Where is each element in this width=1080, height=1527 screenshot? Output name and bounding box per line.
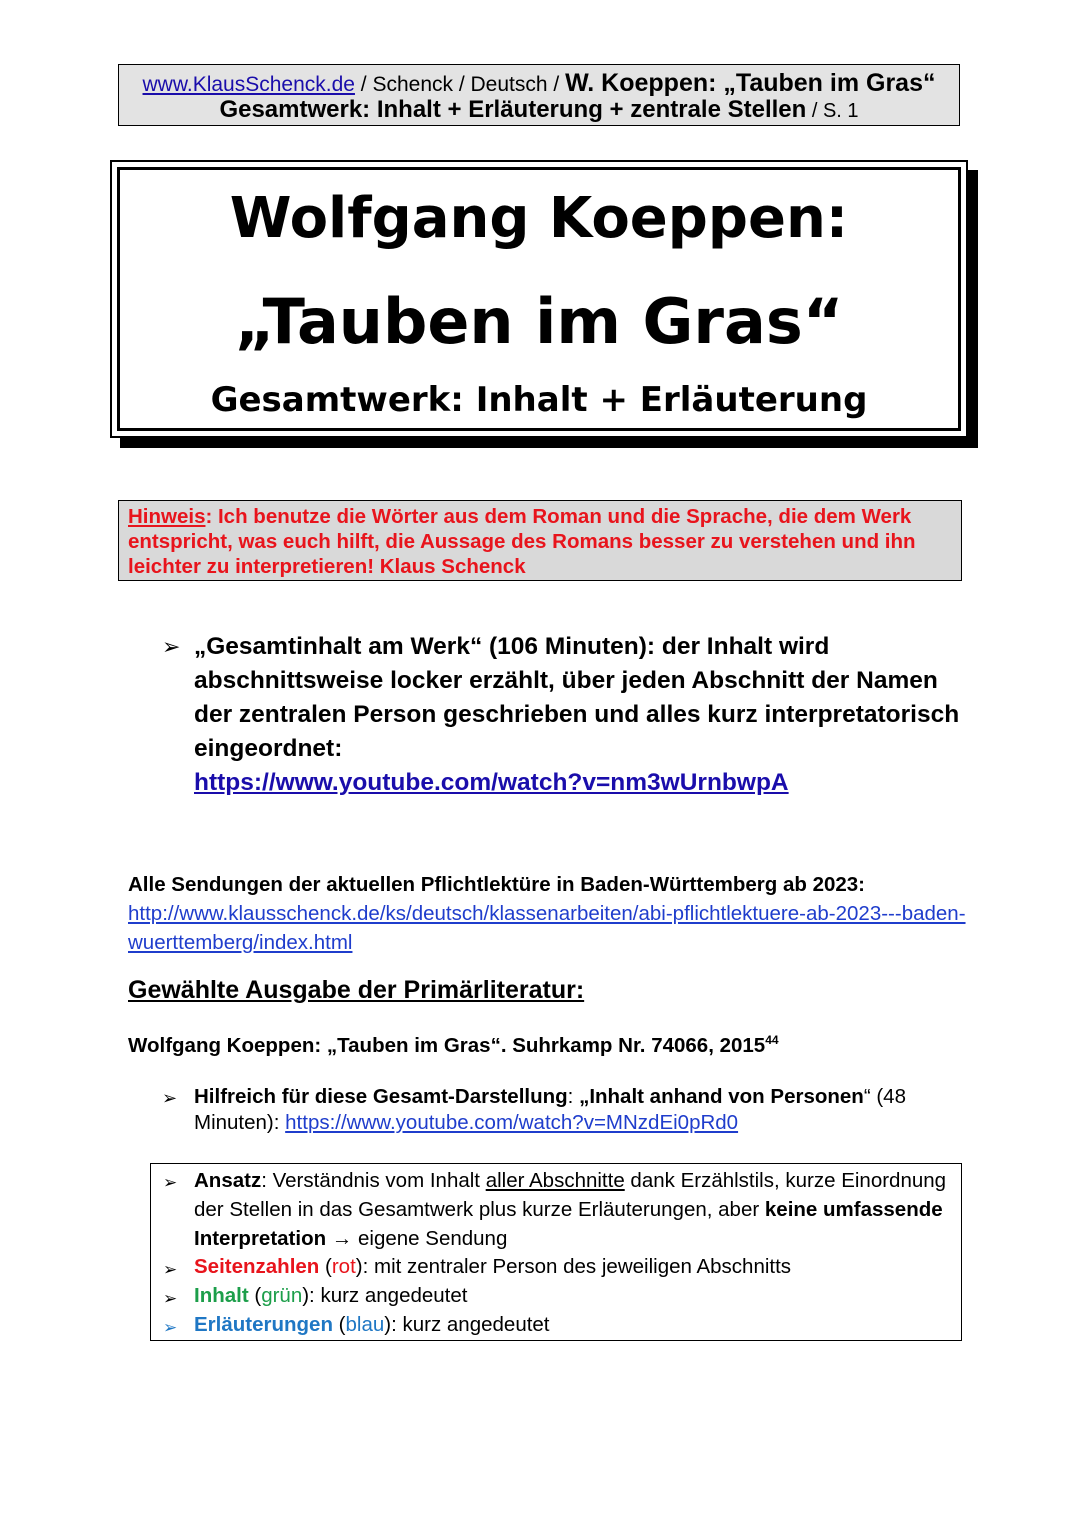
arrowhead-bullet-icon: ➢ — [163, 1318, 178, 1338]
sendungen-section — [128, 870, 988, 957]
title-author: Wolfgang Koeppen: — [229, 186, 849, 251]
erlaeuterungen-rest: ): kurz angedeutet — [384, 1313, 550, 1336]
approach-box — [150, 1163, 962, 1341]
note-label: Hinweis — [128, 505, 206, 528]
page-number: / S. 1 — [806, 100, 859, 122]
arrowhead-bullet-icon: ➢ — [163, 1289, 178, 1309]
video-bullet — [194, 630, 974, 800]
ansatz-text-2: dank Erzählstils, kurze Einordnung der Stellen in das Gesamtwerk plus kurze Erläuterungen, aber — [194, 1169, 947, 1221]
approach-item-seitenzahlen — [194, 1252, 954, 1281]
site-link[interactable]: www.KlausSchenck.de — [142, 73, 355, 96]
helpful-colon: : — [567, 1085, 580, 1108]
ansatz-text-3: → eigene Sendung — [326, 1227, 508, 1250]
seitenzahlen-color-word: rot — [331, 1255, 356, 1278]
arrowhead-bullet-icon: ➢ — [162, 635, 181, 660]
author-initial: W. — [565, 69, 595, 97]
approach-item-erlaeuterungen — [194, 1310, 954, 1339]
helpful-rest: “ (48 Minuten): — [194, 1085, 906, 1134]
ausgabe-edition-superscript: 44 — [765, 1033, 779, 1047]
ansatz-label: Ansatz — [194, 1169, 262, 1192]
header-line-2 — [119, 96, 959, 125]
helpful-label: Hilfreich für diese Gesamt-Darstellung — [194, 1085, 568, 1108]
inhalt-color-word: grün — [261, 1284, 303, 1307]
video-link-personen[interactable]: https://www.youtube.com/watch?v=MNzdEi0pRd0 — [285, 1111, 739, 1134]
header-line-1 — [119, 69, 959, 99]
ansatz-underlined: aller Abschnitte — [485, 1169, 625, 1192]
title-subtitle: Gesamtwerk: Inhalt + Erläuterung — [210, 380, 868, 420]
inhalt-rest: ): kurz angedeutet — [302, 1284, 468, 1307]
ausgabe-text — [128, 1026, 779, 1060]
note-box — [118, 500, 962, 581]
video-description: „Gesamtinhalt am Werk“ (106 Minuten): der Inhalt wird abschnittsweise locker erzählt, über jeden Abschnitt der Namen der zentralen Person geschrieben und alles kurz interpretatorisch eingeordnet: — [194, 633, 960, 762]
arrowhead-bullet-icon: ➢ — [162, 1088, 178, 1109]
erlaeuterungen-label: Erläuterungen — [194, 1313, 333, 1336]
arrowhead-bullet-icon: ➢ — [163, 1260, 178, 1280]
seitenzahlen-paren: ( — [319, 1255, 332, 1278]
header-box — [118, 64, 960, 126]
breadcrumb-text: / Schenck / Deutsch / — [354, 73, 566, 96]
arrowhead-bullet-icon: ➢ — [163, 1173, 178, 1193]
title-work: „Tauben im Gras“ — [234, 285, 844, 358]
erlaeuterungen-paren: ( — [332, 1313, 346, 1336]
approach-item-ansatz — [194, 1166, 954, 1253]
inhalt-label: Inhalt — [194, 1284, 249, 1307]
ausgabe-citation: Wolfgang Koeppen: „Tauben im Gras“. Suhrkamp Nr. 74066, 2015 — [128, 1033, 766, 1057]
inhalt-paren: ( — [248, 1284, 262, 1307]
title-box — [110, 160, 968, 438]
header-subtitle: Gesamtwerk: Inhalt + Erläuterung + zentrale Stellen — [219, 96, 807, 123]
sendungen-link[interactable]: http://www.klausschenck.de/ks/deutsch/klassenarbeiten/abi-pflichtlektuere-ab-2023---baden-wuerttemberg/index.html — [128, 902, 966, 954]
sendungen-label: Alle Sendungen der aktuellen Pflichtlektüre in Baden-Württemberg ab 2023: — [128, 873, 866, 896]
title-inner-frame — [117, 167, 961, 431]
video-link-gesamtinhalt[interactable]: https://www.youtube.com/watch?v=nm3wUrnbwpA — [194, 769, 789, 796]
seitenzahlen-label: Seitenzahlen — [194, 1255, 320, 1278]
helpful-quote: „Inhalt anhand von Personen — [579, 1085, 864, 1108]
note-text: : Ich benutze die Wörter aus dem Roman und die Sprache, die dem Werk entspricht, was euch hilft, die Aussage des Romans besser zu verstehen und ihn leichter zu interpretieren! Klaus Schenck — [128, 505, 916, 578]
approach-item-inhalt — [194, 1281, 954, 1310]
ausgabe-heading: Gewählte Ausgabe der Primärliteratur: — [128, 976, 585, 1004]
erlaeuterungen-color-word: blau — [345, 1313, 385, 1336]
helpful-bullet — [194, 1084, 974, 1136]
ansatz-text-1: : Verständnis vom Inhalt — [261, 1169, 486, 1192]
header-work-title: Koeppen: „Tauben im Gras“ — [594, 69, 936, 97]
seitenzahlen-rest: ): mit zentraler Person des jeweiligen Abschnitts — [355, 1255, 792, 1278]
ansatz-bold: keine umfassende Interpretation — [194, 1198, 943, 1250]
